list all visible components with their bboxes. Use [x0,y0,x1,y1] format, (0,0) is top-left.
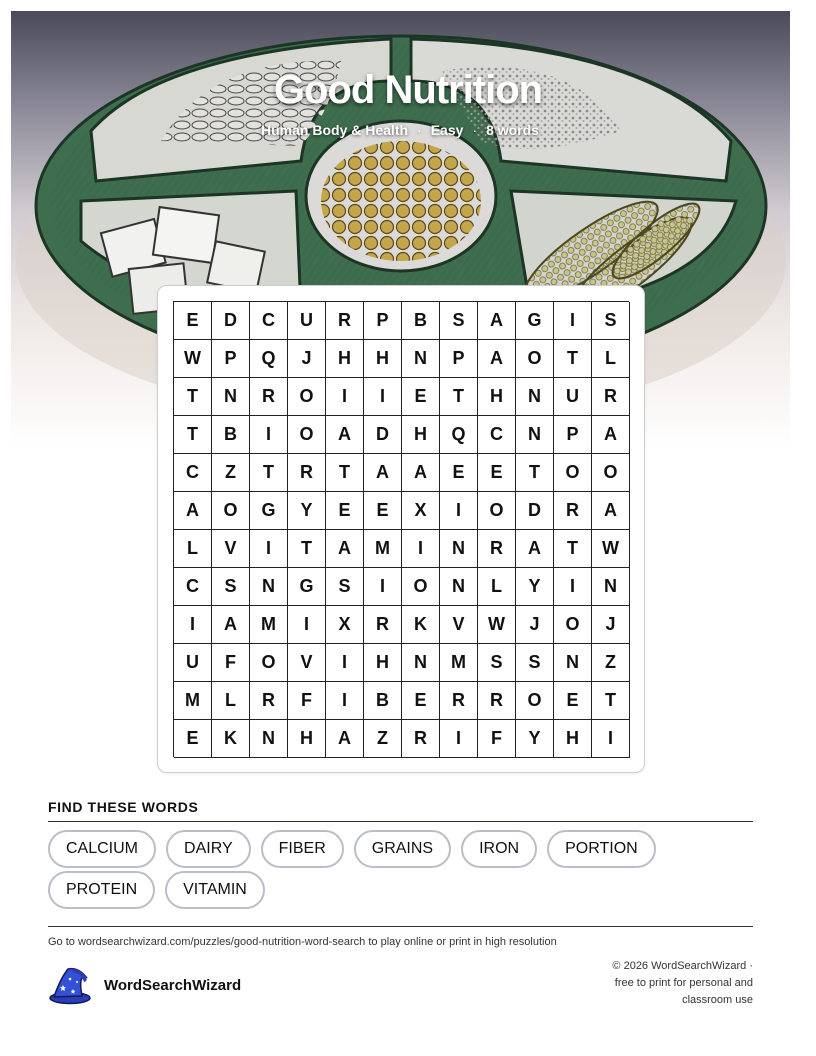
grid-cell[interactable]: A [516,530,554,568]
grid-cell[interactable]: J [288,340,326,378]
grid-cell[interactable]: V [288,644,326,682]
grid-cell[interactable]: K [402,606,440,644]
grid-cell[interactable]: E [174,720,212,758]
grid-cell[interactable]: A [592,416,630,454]
grid-cell[interactable]: U [288,302,326,340]
grid-cell[interactable]: E [364,492,402,530]
grid-cell[interactable]: L [478,568,516,606]
grid-cell[interactable]: O [554,606,592,644]
grid-cell[interactable]: P [440,340,478,378]
grid-cell[interactable]: T [288,530,326,568]
grid-cell[interactable]: M [440,644,478,682]
grid-cell[interactable]: O [402,568,440,606]
grid-cell[interactable]: C [174,454,212,492]
grid-cell[interactable]: L [212,682,250,720]
copyright-notice [583,958,753,1009]
grid-cell[interactable]: R [592,378,630,416]
grid-cell[interactable]: N [250,568,288,606]
grid-cell[interactable]: K [212,720,250,758]
grid-cell[interactable]: T [554,340,592,378]
grid-cell[interactable]: G [250,492,288,530]
grid-cell[interactable]: U [554,378,592,416]
grid-cell[interactable]: R [402,720,440,758]
grid-cell[interactable]: Z [592,644,630,682]
letter-grid [173,301,629,757]
grid-cell[interactable]: T [326,454,364,492]
grid-cell[interactable]: I [364,378,402,416]
grid-cell[interactable]: S [478,644,516,682]
grid-cell[interactable]: H [402,416,440,454]
grid-cell[interactable]: C [174,568,212,606]
grid-cell[interactable]: H [364,644,402,682]
grid-cell[interactable]: E [326,492,364,530]
grid-cell[interactable]: N [440,568,478,606]
word-pill-vitamin: VITAMIN [165,871,265,909]
grid-cell[interactable]: E [402,378,440,416]
grid-cell[interactable]: V [212,530,250,568]
grid-cell[interactable]: N [250,720,288,758]
grid-cell[interactable]: T [440,378,478,416]
grid-cell[interactable]: D [364,416,402,454]
grid-cell[interactable]: I [554,568,592,606]
grid-cell[interactable]: I [440,720,478,758]
grid-cell[interactable]: R [554,492,592,530]
grid-cell[interactable]: D [212,302,250,340]
grid-cell[interactable]: B [364,682,402,720]
grid-cell[interactable]: S [440,302,478,340]
grid-cell[interactable]: M [250,606,288,644]
wizard-hat-icon [48,965,92,1005]
grid-cell[interactable]: I [174,606,212,644]
word-bank-divider [48,821,753,822]
grid-cell[interactable]: O [516,340,554,378]
word-bank-list [48,830,768,912]
grid-cell[interactable]: E [554,682,592,720]
grid-cell[interactable]: O [478,492,516,530]
grid-cell[interactable]: I [440,492,478,530]
grid-cell[interactable]: Q [250,340,288,378]
puzzle-category: Human Body & Health [261,122,409,138]
puzzle-word-count: 8 words [486,122,539,138]
grid-cell[interactable]: J [516,606,554,644]
grid-cell[interactable]: H [554,720,592,758]
grid-cell[interactable]: L [174,530,212,568]
grid-cell[interactable]: I [326,644,364,682]
word-pill-portion: PORTION [547,830,656,868]
grid-cell[interactable]: T [592,682,630,720]
grid-cell[interactable]: Z [364,720,402,758]
grid-cell[interactable]: H [478,378,516,416]
copyright-line: © 2026 WordSearchWizard · [612,960,753,972]
grid-cell[interactable]: R [440,682,478,720]
word-pill-protein: PROTEIN [48,871,155,909]
word-pill-iron: IRON [461,830,537,868]
grid-cell[interactable]: F [288,682,326,720]
separator-dot: · [417,122,422,138]
grid-cell[interactable]: T [174,378,212,416]
grid-cell[interactable]: R [250,378,288,416]
grid-cell[interactable]: R [478,530,516,568]
grid-cell[interactable]: P [364,302,402,340]
grid-cell[interactable]: N [516,416,554,454]
grid-cell[interactable]: M [174,682,212,720]
grid-cell[interactable]: R [326,302,364,340]
grid-cell[interactable]: W [174,340,212,378]
grid-cell[interactable]: A [326,416,364,454]
grid-cell[interactable]: F [212,644,250,682]
footer-url-text: Go to wordsearchwizard.com/puzzles/good-nutrition-word-search to play online or print in high resolution [48,936,557,948]
grid-cell[interactable]: T [516,454,554,492]
grid-cell[interactable]: W [592,530,630,568]
copyright-line: classroom use [682,994,753,1006]
word-pill-grains: GRAINS [354,830,451,868]
grid-cell[interactable]: Z [212,454,250,492]
copyright-line: free to print for personal and [614,977,753,989]
grid-cell[interactable]: E [440,454,478,492]
grid-cell[interactable]: B [402,302,440,340]
grid-cell[interactable]: S [592,302,630,340]
word-pill-fiber: FIBER [261,830,344,868]
grid-cell[interactable]: O [516,682,554,720]
grid-cell[interactable]: I [364,568,402,606]
grid-cell[interactable]: I [554,302,592,340]
grid-cell[interactable]: I [288,606,326,644]
grid-cell[interactable]: X [402,492,440,530]
grid-cell[interactable]: E [478,454,516,492]
grid-cell[interactable]: P [212,340,250,378]
grid-cell[interactable]: I [326,682,364,720]
grid-cell[interactable]: O [288,378,326,416]
grid-cell[interactable]: T [554,530,592,568]
grid-cell[interactable]: U [174,644,212,682]
word-bank-heading: FIND THESE WORDS [48,799,199,815]
grid-cell[interactable]: A [326,720,364,758]
grid-cell[interactable]: I [402,530,440,568]
brand [48,965,241,1005]
grid-cell[interactable]: M [364,530,402,568]
grid-cell[interactable]: E [174,302,212,340]
grid-cell[interactable]: A [402,454,440,492]
brand-name: WordSearchWizard [104,976,242,994]
grid-cell[interactable]: N [402,644,440,682]
grid-cell[interactable]: F [478,720,516,758]
grid-cell[interactable]: Y [516,568,554,606]
page-title: Good Nutrition [273,68,543,112]
footer-divider [48,926,753,927]
grid-cell[interactable]: G [516,302,554,340]
grid-cell[interactable]: O [554,454,592,492]
grid-cell[interactable]: H [364,340,402,378]
grid-cell[interactable]: Y [288,492,326,530]
grid-cell[interactable]: N [212,378,250,416]
grid-cell[interactable]: J [592,606,630,644]
grid-cell[interactable]: O [592,454,630,492]
grid-cell[interactable]: A [174,492,212,530]
word-pill-dairy: DAIRY [166,830,251,868]
grid-cell[interactable]: P [554,416,592,454]
grid-cell[interactable]: D [516,492,554,530]
grid-cell[interactable]: O [212,492,250,530]
grid-cell[interactable]: Q [440,416,478,454]
grid-cell[interactable]: R [250,682,288,720]
grid-cell[interactable]: A [212,606,250,644]
grid-cell[interactable]: G [288,568,326,606]
grid-cell[interactable]: A [478,302,516,340]
puzzle-card [157,285,645,773]
grid-cell[interactable]: W [478,606,516,644]
grid-cell[interactable]: N [554,644,592,682]
grid-cell[interactable]: I [250,530,288,568]
grid-cell[interactable]: E [402,682,440,720]
grid-cell[interactable]: A [592,492,630,530]
grid-cell[interactable]: C [478,416,516,454]
grid-cell[interactable]: Y [516,720,554,758]
grid-cell[interactable]: I [250,416,288,454]
grid-cell[interactable]: N [592,568,630,606]
grid-cell[interactable]: T [174,416,212,454]
grid-cell[interactable]: O [288,416,326,454]
grid-cell[interactable]: H [326,340,364,378]
grid-cell[interactable]: S [212,568,250,606]
puzzle-difficulty: Easy [430,122,464,138]
grid-cell[interactable]: N [516,378,554,416]
grid-cell[interactable]: N [440,530,478,568]
grid-cell[interactable]: R [364,606,402,644]
word-pill-calcium: CALCIUM [48,830,156,868]
grid-cell[interactable]: I [592,720,630,758]
grid-cell[interactable]: X [326,606,364,644]
grid-cell[interactable]: L [592,340,630,378]
grid-cell[interactable]: B [212,416,250,454]
grid-cell[interactable]: V [440,606,478,644]
grid-cell[interactable]: A [364,454,402,492]
grid-cell[interactable]: S [516,644,554,682]
grid-cell[interactable]: C [250,302,288,340]
grid-cell[interactable]: R [288,454,326,492]
grid-cell[interactable]: N [402,340,440,378]
grid-cell[interactable]: S [326,568,364,606]
grid-cell[interactable]: A [478,340,516,378]
grid-cell[interactable]: H [288,720,326,758]
puzzle-meta [0,122,800,138]
grid-cell[interactable]: I [326,378,364,416]
grid-cell[interactable]: R [478,682,516,720]
grid-cell[interactable]: O [250,644,288,682]
separator-dot: · [472,122,478,138]
grid-cell[interactable]: T [250,454,288,492]
grid-cell[interactable]: A [326,530,364,568]
